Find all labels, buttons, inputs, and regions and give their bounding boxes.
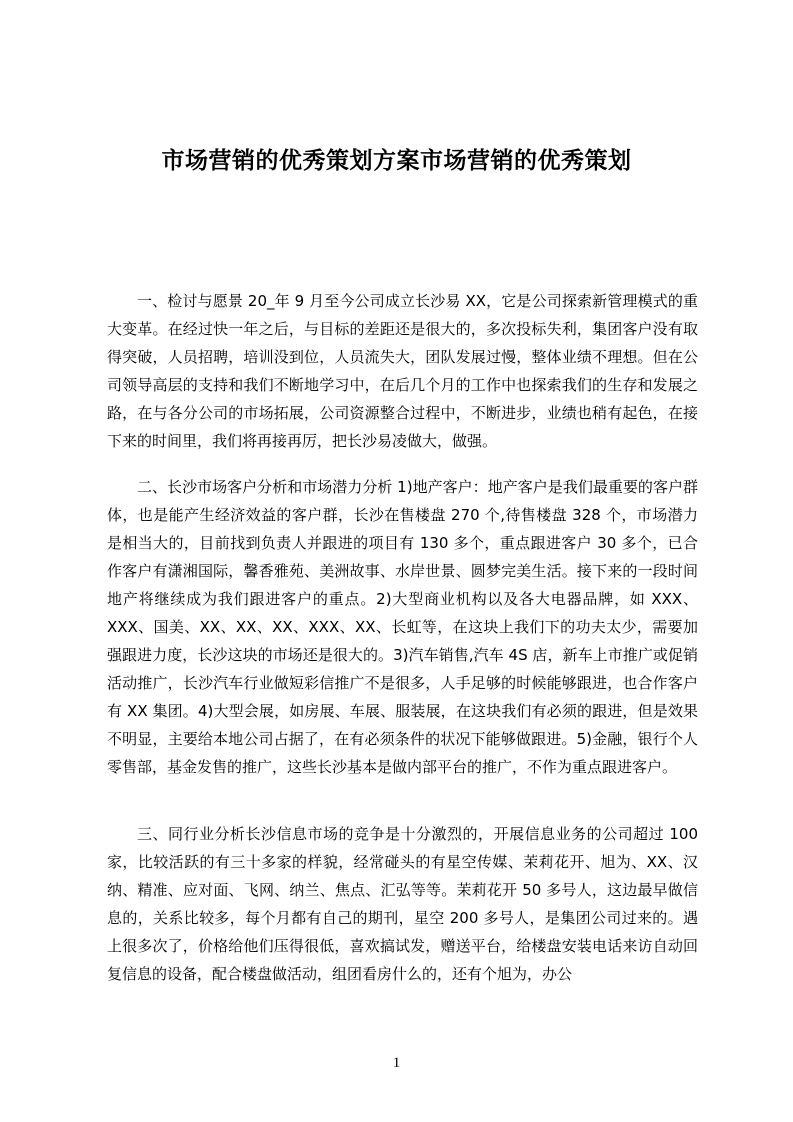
paragraph-competitor-analysis: 三、同行业分析长沙信息市场的竞争是十分激烈的，开展信息业务的公司超过 100 家，比较活跃的有三十多家的样貌，经常碰头的有星空传媒、茉莉花开、旭为、XX、汉纳、精准、应对面、飞网、纳兰、焦点、汇弘等等。茉莉花开 50 多号人，这边最早做信息的，关系比较多，每个月都有自己的期刊，星空 200 多号人，是集团公司过来的。遇上很多次了，价格给他们压得很低，喜欢搞试发，赠送平台，给楼盘安装电话来访自动回复信息的设备，配合楼盘做活动，组团看房什么的，还有个旭为，办公 — [107, 825, 698, 983]
page-number: 1 — [392, 1055, 401, 1071]
document-title: 市场营销的优秀策划方案市场营销的优秀策划 — [161, 148, 632, 174]
paragraph-market-analysis: 二、长沙市场客户分析和市场潜力分析 1)地产客户：地产客户是我们最重要的客户群体，也是能产生经济效益的客户群，长沙在售楼盘 270 个,待售楼盘 328 个，市场潜力是相当大的，目前找到负责人并跟进的项目有 130 多个，重点跟进客户 30 多个，已合作客户有潇湘国际，馨香雅苑、美洲故事、水岸世景、圆梦完美生活。接下来的一段时间地产将继续成为我们跟进客户的重点。2)大型商业机构以及各大电器品牌，如 XXX、XXX、国美、XX、XX、XX、XXX、XX、长虹等，在这块上我们下的功夫太少，需要加强跟进力度，长沙这块的市场还是很大的。3)汽车销售,汽车 4S 店，新车上市推广或促销活动推广，长沙汽车行业做短彩信推广不是很多，人手足够的时候能够跟进，也合作客户有 XX 集团。4)大型会展，如房展、车展、服装展，在这块我们有必须的跟进，但是效果不明显，主要给本地公司占据了，在有必须条件的状况下能够做跟进。5)金融，银行个人零售部，基金发售的推广，这些长沙基本是做内部平台的推广，不作为重点跟进客户。 — [107, 478, 698, 776]
paragraph-review-vision: 一、检讨与愿景 20_年 9 月至今公司成立长沙易 XX，它是公司探索新管理模式的重大变革。在经过快一年之后，与目标的差距还是很大的，多次投标失利，集团客户没有取得突破，人员招聘，培训没到位，人员流失大，团队发展过慢，整体业绩不理想。但在公司领导高层的支持和我们不断地学习中，在后几个月的工作中也探索我们的生存和发展之路，在与各分公司的市场拓展，公司资源整合过程中，不断进步，业绩也稍有起色，在接下来的时间里，我们将再接再厉，把长沙易凌做大，做强。 — [107, 292, 698, 450]
